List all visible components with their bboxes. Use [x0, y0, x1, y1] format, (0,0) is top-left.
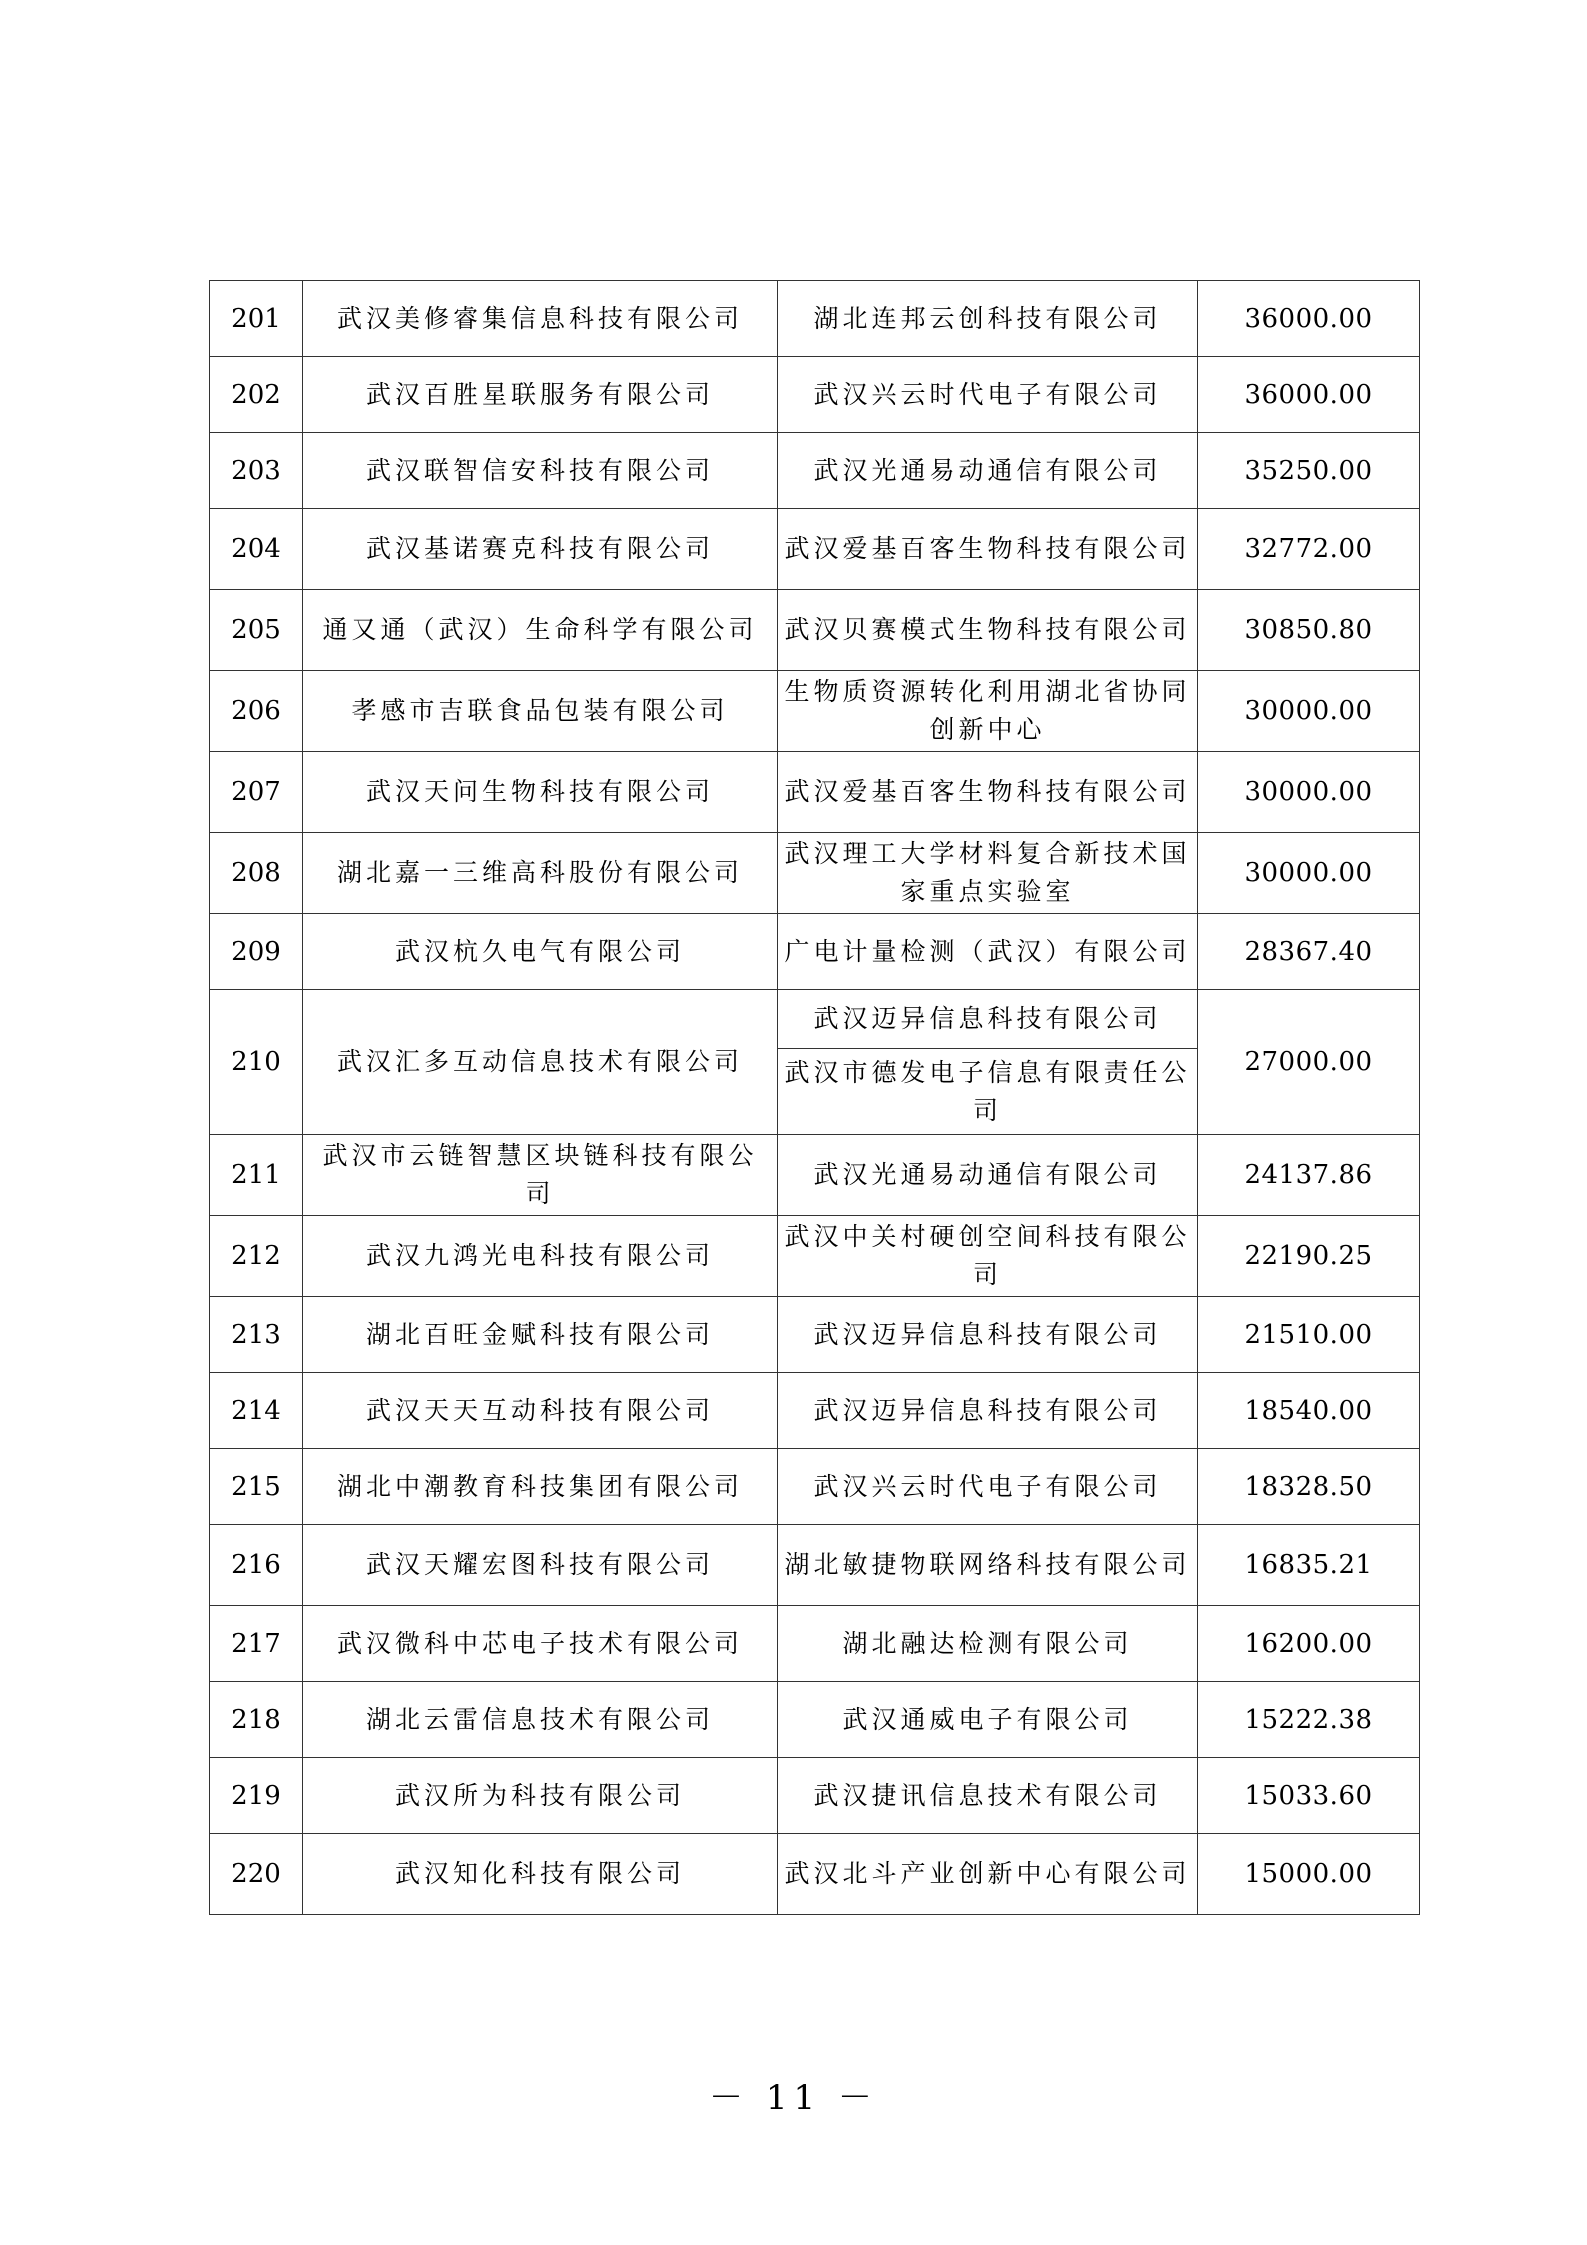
row-number: 205	[210, 590, 303, 671]
provider-name: 武汉中关村硬创空间科技有限公司	[778, 1216, 1198, 1297]
company-name: 武汉百胜星联服务有限公司	[303, 357, 778, 433]
page-number: － 11 －	[709, 2078, 878, 2118]
table-row	[210, 1216, 1420, 1297]
amount: 27000.00	[1198, 990, 1420, 1135]
amount: 30850.80	[1198, 590, 1420, 671]
row-number: 204	[210, 509, 303, 590]
company-name: 武汉汇多互动信息技术有限公司	[303, 990, 778, 1135]
table-row	[210, 1682, 1420, 1758]
table-row	[210, 433, 1420, 509]
provider-name: 武汉兴云时代电子有限公司	[778, 1449, 1198, 1525]
table-row	[210, 833, 1420, 914]
table-row	[210, 281, 1420, 357]
row-number: 216	[210, 1525, 303, 1606]
company-name: 武汉天天互动科技有限公司	[303, 1373, 778, 1449]
company-name: 湖北云雷信息技术有限公司	[303, 1682, 778, 1758]
table-body	[210, 281, 1420, 1915]
amount: 28367.40	[1198, 914, 1420, 990]
company-table	[209, 280, 1420, 1915]
row-number: 210	[210, 990, 303, 1135]
amount: 36000.00	[1198, 357, 1420, 433]
row-number: 213	[210, 1297, 303, 1373]
provider-name: 武汉爱基百客生物科技有限公司	[778, 752, 1198, 833]
row-number: 219	[210, 1758, 303, 1834]
company-name: 湖北百旺金赋科技有限公司	[303, 1297, 778, 1373]
table-row	[210, 1449, 1420, 1525]
row-number: 208	[210, 833, 303, 914]
provider-name: 武汉市德发电子信息有限责任公司	[778, 1049, 1198, 1135]
table-row	[210, 1758, 1420, 1834]
row-number: 212	[210, 1216, 303, 1297]
amount: 16200.00	[1198, 1606, 1420, 1682]
row-number: 218	[210, 1682, 303, 1758]
row-number: 206	[210, 671, 303, 752]
provider-name: 武汉贝赛模式生物科技有限公司	[778, 590, 1198, 671]
provider-name: 武汉迈异信息科技有限公司	[778, 1297, 1198, 1373]
row-number: 214	[210, 1373, 303, 1449]
row-number: 220	[210, 1834, 303, 1915]
provider-name: 武汉捷讯信息技术有限公司	[778, 1758, 1198, 1834]
table-row	[210, 509, 1420, 590]
amount: 22190.25	[1198, 1216, 1420, 1297]
company-name: 孝感市吉联食品包装有限公司	[303, 671, 778, 752]
table-row	[210, 990, 1420, 1049]
provider-name: 武汉迈异信息科技有限公司	[778, 1373, 1198, 1449]
company-name: 武汉美修睿集信息科技有限公司	[303, 281, 778, 357]
company-name: 武汉知化科技有限公司	[303, 1834, 778, 1915]
company-name: 武汉基诺赛克科技有限公司	[303, 509, 778, 590]
provider-name: 湖北敏捷物联网络科技有限公司	[778, 1525, 1198, 1606]
amount: 18328.50	[1198, 1449, 1420, 1525]
provider-name: 武汉理工大学材料复合新技术国家重点实验室	[778, 833, 1198, 914]
table-row	[210, 1834, 1420, 1915]
provider-name: 武汉光通易动通信有限公司	[778, 433, 1198, 509]
row-number: 209	[210, 914, 303, 990]
provider-name: 武汉兴云时代电子有限公司	[778, 357, 1198, 433]
row-number: 203	[210, 433, 303, 509]
amount: 30000.00	[1198, 833, 1420, 914]
row-number: 201	[210, 281, 303, 357]
table-row	[210, 1525, 1420, 1606]
amount: 15222.38	[1198, 1682, 1420, 1758]
provider-name: 武汉光通易动通信有限公司	[778, 1135, 1198, 1216]
company-name: 武汉所为科技有限公司	[303, 1758, 778, 1834]
row-number: 217	[210, 1606, 303, 1682]
company-name: 武汉天问生物科技有限公司	[303, 752, 778, 833]
table-row	[210, 1373, 1420, 1449]
provider-name: 武汉迈异信息科技有限公司	[778, 990, 1198, 1049]
table-row	[210, 590, 1420, 671]
amount: 18540.00	[1198, 1373, 1420, 1449]
provider-name: 湖北连邦云创科技有限公司	[778, 281, 1198, 357]
company-name: 武汉九鸿光电科技有限公司	[303, 1216, 778, 1297]
amount: 36000.00	[1198, 281, 1420, 357]
provider-name: 湖北融达检测有限公司	[778, 1606, 1198, 1682]
table-row	[210, 671, 1420, 752]
amount: 24137.86	[1198, 1135, 1420, 1216]
row-number: 202	[210, 357, 303, 433]
amount: 15000.00	[1198, 1834, 1420, 1915]
company-name: 武汉联智信安科技有限公司	[303, 433, 778, 509]
provider-name: 武汉通威电子有限公司	[778, 1682, 1198, 1758]
provider-name: 广电计量检测（武汉）有限公司	[778, 914, 1198, 990]
provider-name: 武汉北斗产业创新中心有限公司	[778, 1834, 1198, 1915]
row-number: 207	[210, 752, 303, 833]
table-row	[210, 1135, 1420, 1216]
amount: 21510.00	[1198, 1297, 1420, 1373]
row-number: 215	[210, 1449, 303, 1525]
amount: 16835.21	[1198, 1525, 1420, 1606]
company-name: 武汉杭久电气有限公司	[303, 914, 778, 990]
amount: 15033.60	[1198, 1758, 1420, 1834]
company-name: 湖北中潮教育科技集团有限公司	[303, 1449, 778, 1525]
table-row	[210, 357, 1420, 433]
company-name: 武汉微科中芯电子技术有限公司	[303, 1606, 778, 1682]
provider-name: 生物质资源转化利用湖北省协同创新中心	[778, 671, 1198, 752]
table-row	[210, 1606, 1420, 1682]
table-row	[210, 752, 1420, 833]
company-name: 武汉市云链智慧区块链科技有限公司	[303, 1135, 778, 1216]
provider-name: 武汉爱基百客生物科技有限公司	[778, 509, 1198, 590]
amount: 32772.00	[1198, 509, 1420, 590]
company-name: 武汉天耀宏图科技有限公司	[303, 1525, 778, 1606]
table-row	[210, 914, 1420, 990]
company-name: 通又通（武汉）生命科学有限公司	[303, 590, 778, 671]
row-number: 211	[210, 1135, 303, 1216]
company-name: 湖北嘉一三维高科股份有限公司	[303, 833, 778, 914]
amount: 30000.00	[1198, 752, 1420, 833]
amount: 35250.00	[1198, 433, 1420, 509]
amount: 30000.00	[1198, 671, 1420, 752]
table-row	[210, 1297, 1420, 1373]
